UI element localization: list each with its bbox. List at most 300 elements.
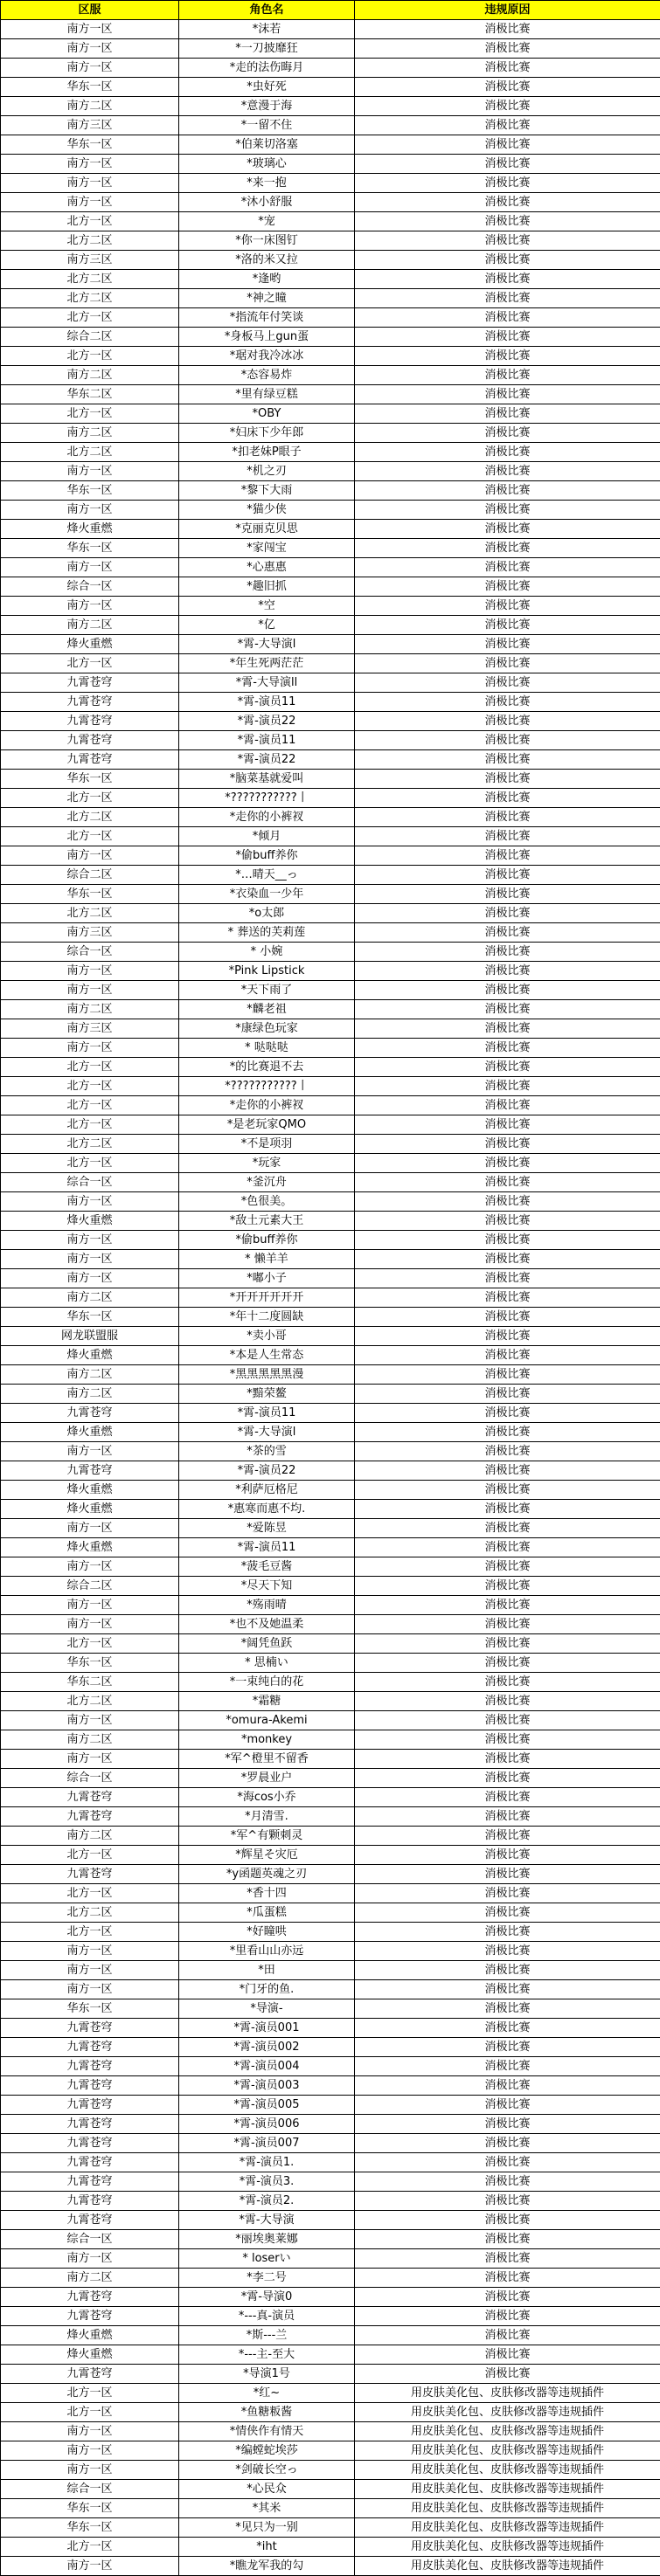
cell-violation-reason: 消极比赛 (355, 558, 660, 577)
cell-role-name: *猫少侠 (179, 501, 355, 520)
cell-violation-reason: 消极比赛 (355, 1212, 660, 1231)
cell-violation-reason: 消极比赛 (355, 1538, 660, 1557)
cell-role-name: *霄-演员11 (179, 731, 355, 750)
cell-server: 九霄苍穹 (1, 2365, 179, 2384)
cell-server: 华东一区 (1, 2499, 179, 2518)
cell-server: 北方二区 (1, 904, 179, 923)
cell-violation-reason: 消极比赛 (355, 155, 660, 174)
cell-violation-reason: 消极比赛 (355, 712, 660, 731)
cell-violation-reason: 消极比赛 (355, 904, 660, 923)
cell-role-name: *不是项羽 (179, 1135, 355, 1154)
cell-role-name: *monkey (179, 1730, 355, 1750)
cell-violation-reason: 消极比赛 (355, 1250, 660, 1269)
table-row (1, 673, 660, 693)
cell-role-name: *天下雨了 (179, 981, 355, 1000)
cell-violation-reason: 消极比赛 (355, 1039, 660, 1058)
cell-role-name: *里有绿豆糕 (179, 385, 355, 404)
table-row (1, 1692, 660, 1711)
cell-server: 烽火重燃 (1, 520, 179, 539)
cell-violation-reason: 消极比赛 (355, 981, 660, 1000)
cell-violation-reason: 消极比赛 (355, 1903, 660, 1923)
cell-server: 南方一区 (1, 174, 179, 193)
cell-violation-reason: 消极比赛 (355, 1481, 660, 1500)
cell-role-name: *海cos小乔 (179, 1788, 355, 1807)
cell-server: 华东一区 (1, 2518, 179, 2538)
cell-server: 南方一区 (1, 2441, 179, 2461)
table-row (1, 1231, 660, 1250)
table-row (1, 2557, 660, 2576)
cell-role-name: *红~ (179, 2384, 355, 2403)
cell-server: 九霄苍穹 (1, 2153, 179, 2172)
table-row (1, 2153, 660, 2172)
cell-server: 九霄苍穹 (1, 2057, 179, 2076)
cell-server: 南方一区 (1, 39, 179, 59)
cell-server: 北方二区 (1, 270, 179, 289)
table-row (1, 1654, 660, 1673)
cell-role-name: *里看山山亦远 (179, 1942, 355, 1961)
cell-role-name: *门牙的鱼. (179, 1980, 355, 1999)
cell-violation-reason: 消极比赛 (355, 231, 660, 251)
cell-server: 九霄苍穹 (1, 712, 179, 731)
cell-violation-reason: 消极比赛 (355, 2134, 660, 2153)
table-row (1, 1634, 660, 1654)
table-row (1, 1884, 660, 1903)
cell-violation-reason: 消极比赛 (355, 770, 660, 789)
cell-server: 南方一区 (1, 1596, 179, 1615)
cell-role-name: *琚对我冷冰冰 (179, 347, 355, 366)
cell-violation-reason: 消极比赛 (355, 2326, 660, 2345)
table-row (1, 1942, 660, 1961)
cell-violation-reason: 消极比赛 (355, 424, 660, 443)
table-row (1, 2365, 660, 2384)
cell-role-name: *茶的雪 (179, 1442, 355, 1461)
cell-violation-reason: 消极比赛 (355, 1827, 660, 1846)
cell-role-name: *年生死两茫茫 (179, 654, 355, 673)
cell-violation-reason: 消极比赛 (355, 1577, 660, 1596)
cell-server: 北方一区 (1, 827, 179, 846)
cell-server: 综合一区 (1, 577, 179, 597)
cell-role-name: *你一床图钉 (179, 231, 355, 251)
cell-role-name: *编螳蛇埃莎 (179, 2441, 355, 2461)
cell-server: 烽火重燃 (1, 2326, 179, 2345)
table-row (1, 1346, 660, 1365)
cell-server: 综合二区 (1, 328, 179, 347)
header-server: 区服 (1, 1, 179, 20)
cell-violation-reason: 用皮肤美化包、皮肤修改器等违规插件 (355, 2461, 660, 2480)
cell-violation-reason: 消极比赛 (355, 1615, 660, 1634)
table-row (1, 2538, 660, 2557)
cell-role-name: *趣旧抓 (179, 577, 355, 597)
table-row (1, 2288, 660, 2307)
cell-role-name: *霄-演员006 (179, 2115, 355, 2134)
cell-role-name: *霄-演员003 (179, 2076, 355, 2096)
cell-role-name: *其米 (179, 2499, 355, 2518)
cell-violation-reason: 用皮肤美化包、皮肤修改器等违规插件 (355, 2499, 660, 2518)
cell-role-name: *情侠作有情天 (179, 2422, 355, 2441)
table-row (1, 2480, 660, 2499)
cell-server: 南方二区 (1, 1365, 179, 1385)
table-row (1, 1288, 660, 1308)
cell-server: 华东一区 (1, 1654, 179, 1673)
cell-role-name: *军^橙里不留香 (179, 1750, 355, 1769)
table-row (1, 2038, 660, 2057)
table-row (1, 923, 660, 943)
cell-violation-reason: 消极比赛 (355, 135, 660, 155)
cell-server: 南方三区 (1, 1019, 179, 1039)
cell-role-name: *???????????丨 (179, 789, 355, 808)
table-row (1, 808, 660, 827)
cell-server: 北方一区 (1, 1884, 179, 1903)
cell-violation-reason: 消极比赛 (355, 2307, 660, 2326)
cell-server: 南方一区 (1, 846, 179, 866)
cell-server: 九霄苍穹 (1, 2076, 179, 2096)
cell-violation-reason: 消极比赛 (355, 577, 660, 597)
table-row (1, 2269, 660, 2288)
table-row (1, 1999, 660, 2019)
cell-role-name: *指流年付笑谈 (179, 308, 355, 328)
cell-role-name: *妇床下少年郎 (179, 424, 355, 443)
cell-role-name: *沫若 (179, 20, 355, 39)
cell-violation-reason: 消极比赛 (355, 1269, 660, 1288)
cell-server: 南方一区 (1, 1615, 179, 1634)
cell-role-name: *康绿色玩家 (179, 1019, 355, 1039)
cell-server: 北方二区 (1, 1903, 179, 1923)
cell-server: 北方一区 (1, 2384, 179, 2403)
cell-role-name: * 懒羊羊 (179, 1250, 355, 1269)
table-row (1, 1404, 660, 1423)
cell-role-name: *的比赛退不去 (179, 1058, 355, 1077)
table-row (1, 1058, 660, 1077)
cell-role-name: * 哒哒哒 (179, 1039, 355, 1058)
table-row (1, 2019, 660, 2038)
cell-server: 南方二区 (1, 1827, 179, 1846)
table-row (1, 539, 660, 558)
cell-violation-reason: 消极比赛 (355, 827, 660, 846)
cell-role-name: *霄-演员22 (179, 750, 355, 770)
table-row (1, 962, 660, 981)
cell-role-name: *田 (179, 1961, 355, 1980)
cell-server: 九霄苍穹 (1, 2115, 179, 2134)
cell-role-name: *釜沉舟 (179, 1173, 355, 1192)
cell-violation-reason: 消极比赛 (355, 1999, 660, 2019)
cell-role-name: *霄-演员2. (179, 2192, 355, 2211)
cell-server: 南方一区 (1, 462, 179, 481)
cell-role-name: *导演- (179, 1999, 355, 2019)
cell-violation-reason: 消极比赛 (355, 2230, 660, 2249)
cell-violation-reason: 消极比赛 (355, 1000, 660, 1019)
cell-role-name: *导演1号 (179, 2365, 355, 2384)
table-row (1, 1308, 660, 1327)
cell-server: 北方一区 (1, 2538, 179, 2557)
cell-violation-reason: 消极比赛 (355, 2192, 660, 2211)
cell-server: 南方一区 (1, 981, 179, 1000)
table-row (1, 424, 660, 443)
table-row (1, 270, 660, 289)
cell-violation-reason: 消极比赛 (355, 808, 660, 827)
table-row (1, 1827, 660, 1846)
cell-role-name: *爱陈昱 (179, 1519, 355, 1538)
cell-role-name: *一留不住 (179, 116, 355, 135)
cell-role-name: *丽埃奥莱娜 (179, 2230, 355, 2249)
table-row (1, 1788, 660, 1807)
cell-server: 华东二区 (1, 1673, 179, 1692)
cell-role-name: *亿 (179, 616, 355, 635)
cell-role-name: *走你的小裤衩 (179, 1096, 355, 1115)
cell-server: 烽火重燃 (1, 1212, 179, 1231)
cell-server: 九霄苍穹 (1, 750, 179, 770)
cell-server: 南方一区 (1, 2422, 179, 2441)
cell-server: 南方一区 (1, 1519, 179, 1538)
cell-violation-reason: 消极比赛 (355, 1807, 660, 1827)
cell-server: 南方二区 (1, 2269, 179, 2288)
table-row (1, 866, 660, 885)
cell-server: 九霄苍穹 (1, 1807, 179, 1827)
cell-role-name: *瞧龙军我的勾 (179, 2557, 355, 2576)
cell-role-name: *洛的米又拉 (179, 251, 355, 270)
cell-violation-reason: 消极比赛 (355, 1192, 660, 1212)
cell-server: 烽火重燃 (1, 1538, 179, 1557)
cell-violation-reason: 消极比赛 (355, 1404, 660, 1423)
cell-server: 南方一区 (1, 597, 179, 616)
table-row (1, 347, 660, 366)
cell-role-name: * loserい (179, 2249, 355, 2269)
cell-role-name: *…晴天__っ (179, 866, 355, 885)
cell-server: 九霄苍穹 (1, 2096, 179, 2115)
cell-role-name: *意漫于海 (179, 97, 355, 116)
cell-server: 南方二区 (1, 1288, 179, 1308)
cell-role-name: *OBY (179, 404, 355, 424)
table-row (1, 251, 660, 270)
cell-server: 南方二区 (1, 424, 179, 443)
cell-violation-reason: 消极比赛 (355, 2057, 660, 2076)
cell-violation-reason: 消极比赛 (355, 731, 660, 750)
cell-violation-reason: 消极比赛 (355, 39, 660, 59)
cell-violation-reason: 用皮肤美化包、皮肤修改器等违规插件 (355, 2480, 660, 2499)
table-row (1, 174, 660, 193)
cell-role-name: *斯---兰 (179, 2326, 355, 2345)
table-row (1, 2230, 660, 2249)
table-row (1, 2172, 660, 2192)
cell-server: 南方一区 (1, 1442, 179, 1461)
table-row (1, 193, 660, 212)
cell-server: 北方一区 (1, 654, 179, 673)
cell-server: 北方二区 (1, 289, 179, 308)
table-row (1, 2211, 660, 2230)
table-row (1, 1923, 660, 1942)
cell-violation-reason: 消极比赛 (355, 1135, 660, 1154)
cell-violation-reason: 消极比赛 (355, 174, 660, 193)
cell-server: 九霄苍穹 (1, 693, 179, 712)
cell-role-name: *霄-演员1. (179, 2153, 355, 2172)
table-row (1, 1980, 660, 1999)
cell-role-name: *偷buff养你 (179, 1231, 355, 1250)
cell-role-name: * 思楠い (179, 1654, 355, 1673)
cell-server: 九霄苍穹 (1, 673, 179, 693)
cell-violation-reason: 消极比赛 (355, 2365, 660, 2384)
cell-server: 九霄苍穹 (1, 2192, 179, 2211)
header-row (1, 1, 660, 20)
table-row (1, 2249, 660, 2269)
cell-violation-reason: 消极比赛 (355, 1711, 660, 1730)
cell-server: 北方二区 (1, 443, 179, 462)
table-row (1, 1481, 660, 1500)
table-row (1, 1019, 660, 1039)
table-row (1, 1846, 660, 1865)
cell-role-name: *脑菜基就爱叫 (179, 770, 355, 789)
table-row (1, 59, 660, 78)
cell-server: 北方一区 (1, 1846, 179, 1865)
table-row (1, 1769, 660, 1788)
cell-server: 北方二区 (1, 231, 179, 251)
cell-server: 北方一区 (1, 2403, 179, 2422)
table-row (1, 616, 660, 635)
cell-server: 南方一区 (1, 1250, 179, 1269)
cell-role-name: *是老玩家QMO (179, 1115, 355, 1135)
table-row (1, 1039, 660, 1058)
cell-violation-reason: 消极比赛 (355, 2269, 660, 2288)
table-row (1, 1730, 660, 1750)
cell-role-name: *霄-演员3. (179, 2172, 355, 2192)
table-row (1, 1500, 660, 1519)
cell-server: 九霄苍穹 (1, 2172, 179, 2192)
cell-server: 九霄苍穹 (1, 1461, 179, 1481)
cell-violation-reason: 消极比赛 (355, 2115, 660, 2134)
cell-role-name: *惠寒而惠不均. (179, 1500, 355, 1519)
cell-server: 烽火重燃 (1, 2345, 179, 2365)
cell-server: 华东一区 (1, 1999, 179, 2019)
cell-server: 南方一区 (1, 1192, 179, 1212)
cell-server: 北方一区 (1, 212, 179, 231)
cell-violation-reason: 消极比赛 (355, 1730, 660, 1750)
cell-role-name: *宠 (179, 212, 355, 231)
cell-server: 烽火重燃 (1, 1500, 179, 1519)
cell-server: 九霄苍穹 (1, 2019, 179, 2038)
cell-role-name: *年十二度圆缺 (179, 1308, 355, 1327)
cell-role-name: *霄-演员001 (179, 2019, 355, 2038)
cell-violation-reason: 消极比赛 (355, 1423, 660, 1442)
cell-violation-reason: 消极比赛 (355, 443, 660, 462)
table-row (1, 1077, 660, 1096)
table-row (1, 1423, 660, 1442)
cell-violation-reason: 消极比赛 (355, 693, 660, 712)
cell-violation-reason: 消极比赛 (355, 289, 660, 308)
cell-server: 华东二区 (1, 385, 179, 404)
cell-role-name: *克丽克贝思 (179, 520, 355, 539)
cell-violation-reason: 消极比赛 (355, 1173, 660, 1192)
cell-server: 综合一区 (1, 1769, 179, 1788)
cell-server: 北方一区 (1, 1634, 179, 1654)
cell-violation-reason: 消极比赛 (355, 1115, 660, 1135)
cell-server: 南方一区 (1, 1557, 179, 1577)
cell-violation-reason: 消极比赛 (355, 943, 660, 962)
cell-violation-reason: 消极比赛 (355, 1692, 660, 1711)
cell-server: 南方一区 (1, 2461, 179, 2480)
cell-violation-reason: 消极比赛 (355, 385, 660, 404)
cell-server: 南方一区 (1, 2557, 179, 2576)
table-row (1, 1807, 660, 1827)
cell-server: 九霄苍穹 (1, 1404, 179, 1423)
cell-server: 南方一区 (1, 1942, 179, 1961)
table-row (1, 1865, 660, 1884)
table-row (1, 2441, 660, 2461)
cell-role-name: *神之瞳 (179, 289, 355, 308)
cell-violation-reason: 消极比赛 (355, 1154, 660, 1173)
cell-violation-reason: 用皮肤美化包、皮肤修改器等违规插件 (355, 2441, 660, 2461)
table-row (1, 1000, 660, 1019)
table-row (1, 39, 660, 59)
cell-violation-reason: 消极比赛 (355, 1346, 660, 1365)
cell-violation-reason: 消极比赛 (355, 97, 660, 116)
table-row (1, 443, 660, 462)
cell-role-name: *麟老祖 (179, 1000, 355, 1019)
table-row (1, 1961, 660, 1980)
cell-violation-reason: 消极比赛 (355, 962, 660, 981)
table-row (1, 943, 660, 962)
table-row (1, 981, 660, 1000)
cell-violation-reason: 消极比赛 (355, 501, 660, 520)
cell-server: 南方一区 (1, 1711, 179, 1730)
cell-violation-reason: 消极比赛 (355, 1596, 660, 1615)
table-row (1, 78, 660, 97)
cell-violation-reason: 消极比赛 (355, 2211, 660, 2230)
cell-server: 南方一区 (1, 501, 179, 520)
cell-role-name: *霄-演员22 (179, 1461, 355, 1481)
cell-server: 北方一区 (1, 1096, 179, 1115)
cell-role-name: *走你的小裤衩 (179, 808, 355, 827)
table-row (1, 97, 660, 116)
cell-server: 南方一区 (1, 2249, 179, 2269)
cell-violation-reason: 消极比赛 (355, 270, 660, 289)
cell-violation-reason: 消极比赛 (355, 308, 660, 328)
cell-server: 南方一区 (1, 962, 179, 981)
cell-role-name: *霜糖 (179, 1692, 355, 1711)
table-row (1, 885, 660, 904)
cell-server: 烽火重燃 (1, 1423, 179, 1442)
table-row (1, 1538, 660, 1557)
cell-server: 南方三区 (1, 116, 179, 135)
cell-server: 北方二区 (1, 1692, 179, 1711)
table-row (1, 1154, 660, 1173)
cell-violation-reason: 消极比赛 (355, 1461, 660, 1481)
cell-violation-reason: 消极比赛 (355, 59, 660, 78)
cell-server: 南方一区 (1, 1980, 179, 1999)
cell-role-name: *黎下大雨 (179, 481, 355, 501)
cell-role-name: *本是人生常态 (179, 1346, 355, 1365)
cell-violation-reason: 消极比赛 (355, 1019, 660, 1039)
cell-server: 南方一区 (1, 1269, 179, 1288)
table-row (1, 1135, 660, 1154)
cell-violation-reason: 消极比赛 (355, 2076, 660, 2096)
cell-violation-reason: 消极比赛 (355, 1865, 660, 1884)
cell-server: 九霄苍穹 (1, 2211, 179, 2230)
cell-server: 华东一区 (1, 135, 179, 155)
cell-role-name: *---真-演员 (179, 2307, 355, 2326)
cell-role-name: *好瞳哄 (179, 1923, 355, 1942)
cell-violation-reason: 消极比赛 (355, 1442, 660, 1461)
cell-role-name: *尽天下知 (179, 1577, 355, 1596)
cell-violation-reason: 消极比赛 (355, 78, 660, 97)
cell-role-name: *倾月 (179, 827, 355, 846)
table-row (1, 481, 660, 501)
cell-role-name: *机之刃 (179, 462, 355, 481)
cell-violation-reason: 消极比赛 (355, 404, 660, 424)
table-row (1, 904, 660, 923)
cell-violation-reason: 消极比赛 (355, 654, 660, 673)
cell-server: 综合二区 (1, 1577, 179, 1596)
cell-role-name: * 葬送的芙莉莲 (179, 923, 355, 943)
table-row (1, 135, 660, 155)
cell-role-name: *霄-大导演 (179, 2211, 355, 2230)
